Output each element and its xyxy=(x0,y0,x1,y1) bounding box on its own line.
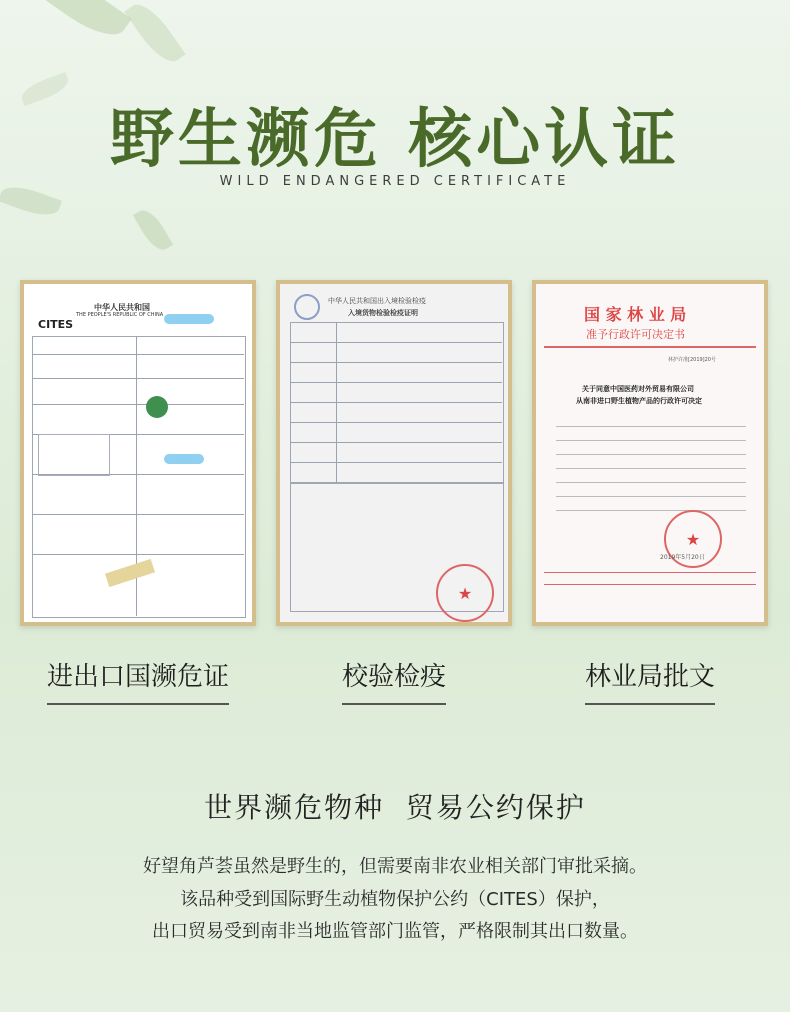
doc-heading: 中华人民共和国 xyxy=(94,303,150,312)
description-line: 好望角芦荟虽然是野生的，但需要南非农业相关部门审批采摘。 xyxy=(143,856,647,877)
doc-sub-form xyxy=(38,434,110,476)
section-title: 世界濒危物种 贸易公约保护 xyxy=(204,791,586,824)
official-seal-icon: ★ xyxy=(664,510,722,568)
agency-emblem-icon xyxy=(146,396,168,418)
ciq-emblem-icon xyxy=(294,294,320,320)
description-line: 该品种受到国际野生动植物保护公约（CITES）保护， xyxy=(180,889,610,910)
page-subtitle: WILD ENDANGERED CERTIFICATE xyxy=(219,174,571,189)
caption-inspection xyxy=(276,656,512,705)
doc-form-border xyxy=(290,322,504,484)
caption-text: 林业局批文 xyxy=(585,656,715,705)
decorative-leaf xyxy=(133,205,173,255)
doc-heading: 中华人民共和国出入境检验检疫 xyxy=(328,297,426,305)
caption-forestry xyxy=(532,656,768,705)
decorative-leaf xyxy=(38,0,131,47)
caption-text: 校验检疫 xyxy=(342,656,446,705)
highlight-mark xyxy=(164,314,214,324)
certificate-inspection-image xyxy=(276,280,512,626)
doc-subheading: THE PEOPLE'S REPUBLIC OF CHINA xyxy=(76,312,164,318)
doc-body-title: 从南非进口野生植物产品的行政许可决定 xyxy=(576,397,702,405)
doc-heading: 国 家 林 业 局 xyxy=(584,305,687,324)
highlight-mark xyxy=(164,454,204,464)
doc-subheading: 入境货物检验检疫证明 xyxy=(348,309,418,317)
certificate-forestry-image xyxy=(532,280,768,626)
doc-subheading: 准予行政许可决定书 xyxy=(586,328,685,341)
caption-text: 进出口国濒危证 xyxy=(47,656,229,705)
certificate-cites-image xyxy=(20,280,256,626)
official-seal-icon: ★ xyxy=(436,564,494,622)
doc-reference: 林护许准[2019]20号 xyxy=(668,357,716,363)
decorative-leaf xyxy=(124,0,185,69)
doc-body-title: 关于同意中国医药对外贸易有限公司 xyxy=(582,385,694,393)
page-title: 野生濒危 核心认证 xyxy=(109,102,681,177)
caption-cites xyxy=(20,656,256,705)
cites-logo: CITES xyxy=(38,318,74,331)
description-line: 出口贸易受到南非当地监管部门监管，严格限制其出口数量。 xyxy=(152,921,638,942)
doc-date: 2019年5月20日 xyxy=(660,554,705,561)
